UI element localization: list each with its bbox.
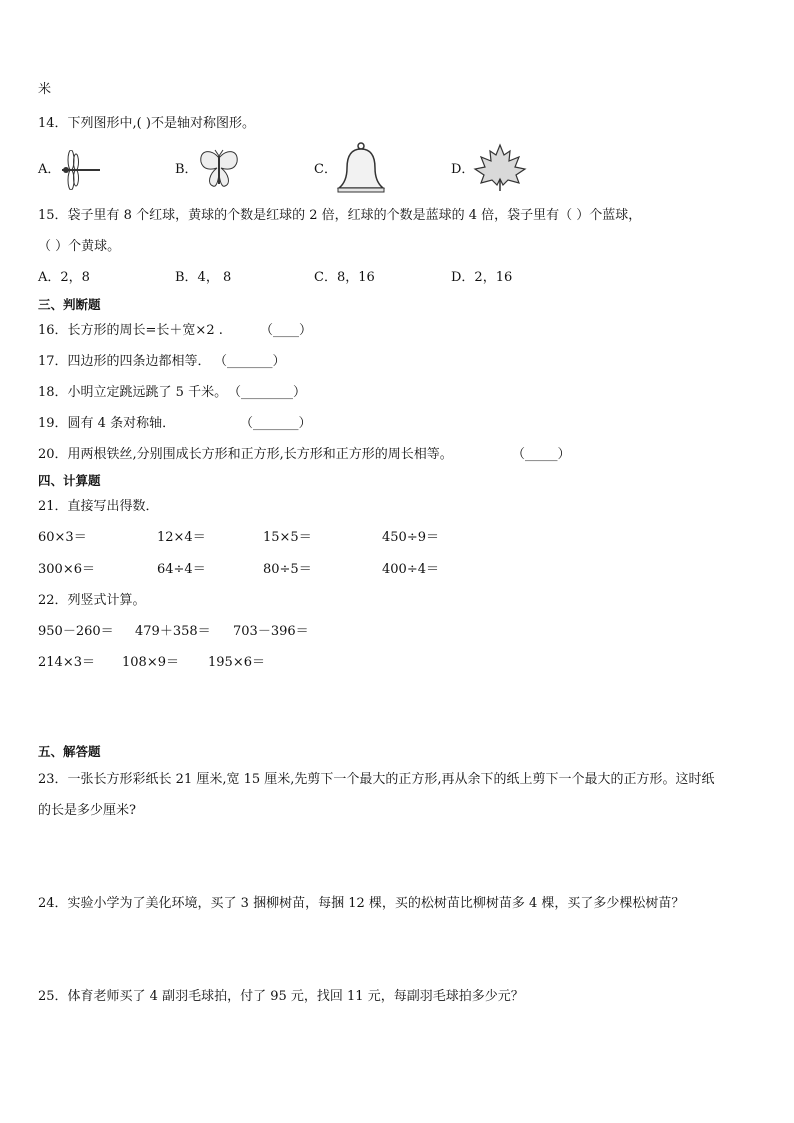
q14-stem: 14．下列图形中,( )不是轴对称图形。 <box>38 116 255 131</box>
q22-item: 703－396＝ <box>233 624 309 639</box>
q20-text: 20．用两根铁丝,分别围成长方形和正方形,长方形和正方形的周长相等。 <box>38 447 453 462</box>
q15-option-c: C．8，16 <box>314 270 375 285</box>
q15-option-d: D．2，16 <box>451 270 513 285</box>
q22-item: 479＋358＝ <box>135 624 211 639</box>
q24-text: 24．实验小学为了美化环境，买了 3 捆柳树苗，每捆 12 棵，买的松树苗比柳树苗多 4 棵，买了多少棵松树苗？ <box>38 896 685 911</box>
q21-item: 15×5＝ <box>263 530 312 545</box>
maple-leaf-icon <box>473 143 527 193</box>
q16-text: 16．长方形的周长=长＋宽×2 . <box>38 323 223 338</box>
q21-item: 400÷4＝ <box>382 562 439 577</box>
q22-stem: 22．列竖式计算。 <box>38 593 146 608</box>
q15-line1: 15．袋子里有 8 个红球，黄球的个数是红球的 2 倍，红球的个数是蓝球的 4 倍，袋子里有（ ）个蓝球， <box>38 208 642 223</box>
q22-item: 108×9＝ <box>122 655 179 670</box>
q14-option-c-label: C． <box>314 162 337 177</box>
q21-stem: 21．直接写出得数． <box>38 499 159 514</box>
q21-item: 450÷9＝ <box>382 530 439 545</box>
q21-item: 12×4＝ <box>157 530 206 545</box>
q19-text: 19．圆有 4 条对称轴． <box>38 416 176 431</box>
section-heading-calc: 四、计算题 <box>38 473 101 488</box>
bell-icon <box>336 140 386 196</box>
q25-text: 25．体育老师买了 4 副羽毛球拍，付了 95 元，找回 11 元，每副羽毛球拍多少元？ <box>38 989 524 1004</box>
q14-option-d-label: D． <box>451 162 475 177</box>
q15-option-a: A．2，8 <box>38 270 90 285</box>
section-heading-solve: 五、解答题 <box>38 744 101 759</box>
top-fragment: 米 <box>38 82 52 97</box>
butterfly-icon <box>197 148 241 190</box>
q23-line2: 的长是多少厘米? <box>38 803 136 818</box>
q22-item: 195×6＝ <box>208 655 265 670</box>
q21-item: 64÷4＝ <box>157 562 206 577</box>
q15-option-b: B．4， 8 <box>175 270 232 285</box>
q17-answer-blank: （_______） <box>214 354 286 369</box>
q21-item: 300×6＝ <box>38 562 95 577</box>
q14-option-a-label: A． <box>38 162 61 177</box>
q18-answer-blank: （________） <box>228 385 307 400</box>
q20-answer-blank: （_____） <box>512 447 571 462</box>
section-heading-judge: 三、判断题 <box>38 297 101 312</box>
q21-item: 80÷5＝ <box>263 562 312 577</box>
q14-option-b-label: B． <box>175 162 198 177</box>
q22-item: 950－260＝ <box>38 624 114 639</box>
q17-text: 17．四边形的四条边都相等． <box>38 354 211 369</box>
q15-line2: （ ）个黄球。 <box>38 239 121 254</box>
q16-answer-blank: （____） <box>260 323 313 338</box>
q21-item: 60×3＝ <box>38 530 87 545</box>
q22-item: 214×3＝ <box>38 655 95 670</box>
q18-text: 18．小明立定跳远跳了 5 千米。 <box>38 385 228 400</box>
q23-line1: 23．一张长方形彩纸长 21 厘米,宽 15 厘米,先剪下一个最大的正方形,再从余下的纸上剪下一个最大的正方形。这时纸 <box>38 772 715 787</box>
dragonfly-icon <box>58 150 102 190</box>
q19-answer-blank: （_______） <box>240 416 312 431</box>
